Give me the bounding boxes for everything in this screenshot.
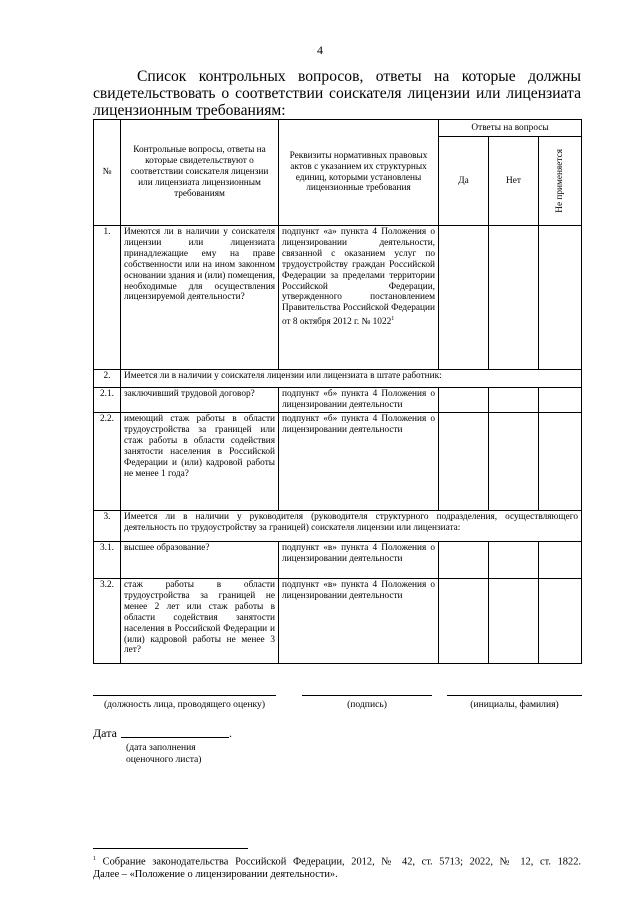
footnote-mark: 1 [93,856,96,862]
footnote-line-1: Собрание законодательства Российской Федерации, 2012, № 42, ст. 5713; 2022, № 12, ст. 1822. [96,856,581,868]
signature-line[interactable] [302,695,432,696]
row-question: Имеется ли в наличии у соискателя лицензии или лицензиата в штате работник: [121,370,582,388]
row-num: 2. [94,370,121,388]
row-num: 1. [94,226,121,370]
header-answers: Ответы на вопросы [439,120,582,137]
table-row [94,511,582,542]
answer-no-cell[interactable] [489,579,539,664]
header-requisites: Реквизиты нормативных правовых актов с указанием их структурных единиц, которыми установлены лицензионные требования [279,120,439,226]
answer-no-cell[interactable] [489,388,539,413]
row-requisites [279,226,439,370]
answer-na-cell[interactable] [539,579,582,664]
signature-label: (подпись) [347,699,387,710]
row-num: 2.1. [94,388,121,413]
footnote-ref: 1 [391,316,395,323]
header-na [539,137,582,226]
row-requisites-text: подпункт «а» пункта 4 Положения о лицензировании деятельности, связанной с оказанием услуг по трудоустройству граждан Российской Федерации за пределами территории Российской Федерации, утвержденного постановлением Правительства Российской Федерации от 8 октября 2012 г. № 1022 [282,227,435,328]
row-requisites: подпункт «в» пункта 4 Положения о лицензировании деятельности [279,542,439,579]
answer-na-cell[interactable] [539,413,582,511]
row-question: Имеется ли в наличии у руководителя (руководителя структурного подразделения, осуществляющего деятельность по трудоустройству за границей) соискателя лицензии или лицензиата: [121,511,582,542]
answer-yes-cell[interactable] [439,226,489,370]
heading-line-2: свидетельствовать о соответствии соискателя лицензии или лицензиата [93,85,581,102]
table-row [94,370,582,388]
date-label: Дата [93,726,117,740]
row-num: 2.2. [94,413,121,511]
checklist-heading [93,68,581,119]
table-row [94,388,582,413]
footnote [93,853,581,881]
header-question: Контрольные вопросы, ответы на которые свидетельствуют о соответствии соискателя лицензии или лицензиата лицензионным требованиям [121,120,279,226]
answer-na-cell[interactable] [539,542,582,579]
answer-na-cell[interactable] [539,226,582,370]
table-row [94,542,582,579]
table-row [94,579,582,664]
table-row [94,226,582,370]
date-caption [126,742,201,766]
header-na-text: Не применяется [554,149,565,213]
row-requisites: подпункт «в» пункта 4 Положения о лицензировании деятельности [279,579,439,664]
initials-line[interactable] [447,695,582,696]
date-field-line[interactable] [121,737,229,738]
answer-no-cell[interactable] [489,542,539,579]
row-num: 3.2. [94,579,121,664]
row-question: заключивший трудовой договор? [121,388,279,413]
row-requisites: подпункт «б» пункта 4 Положения о лицензировании деятельности [279,388,439,413]
footnote-divider [93,848,248,849]
date-dot: . [229,726,232,740]
heading-line-1: Список контрольных вопросов, ответы на которые должны [137,68,581,85]
position-label: (должность лица, проводящего оценку) [103,699,266,710]
position-line[interactable] [93,695,276,696]
row-question: высшее образование? [121,542,279,579]
row-question: стаж работы в области трудоустройства за границей не менее 2 лет или стаж работы в области содействия занятости населения в Российской Федерации и (или) кадровой работы не менее 3 лет? [121,579,279,664]
footnote-line-2: Далее – «Положение о лицензировании деятельности». [93,869,338,881]
checklist-table [93,119,582,664]
table-row [94,413,582,511]
row-num: 3.1. [94,542,121,579]
answer-yes-cell[interactable] [439,579,489,664]
header-num: № [94,120,121,226]
answer-yes-cell[interactable] [439,388,489,413]
header-yes: Да [439,137,489,226]
answer-no-cell[interactable] [489,226,539,370]
date-caption-line-1: (дата заполнения [126,742,196,753]
answer-yes-cell[interactable] [439,542,489,579]
row-question: имеющий стаж работы в области трудоустройства за границей или стаж работы в области содействия занятости населения в Российской Федерации и (или) кадровой работы не менее 1 года? [121,413,279,511]
answer-no-cell[interactable] [489,413,539,511]
row-requisites: подпункт «б» пункта 4 Положения о лицензировании деятельности [279,413,439,511]
page-number: 4 [317,43,323,57]
answer-na-cell[interactable] [539,388,582,413]
header-no: Нет [489,137,539,226]
date-caption-line-2: оценочного листа) [126,754,202,765]
answer-yes-cell[interactable] [439,413,489,511]
row-question: Имеются ли в наличии у соискателя лицензии или лицензиата принадлежащие ему на праве собственности или на ином законном основании здания и (или) помещения, необходимые для осуществления лицензируемой деятельности? [121,226,279,370]
initials-label: (инициалы, фамилия) [470,699,559,710]
heading-line-3: лицензионным требованиям: [93,102,286,119]
row-num: 3. [94,511,121,542]
